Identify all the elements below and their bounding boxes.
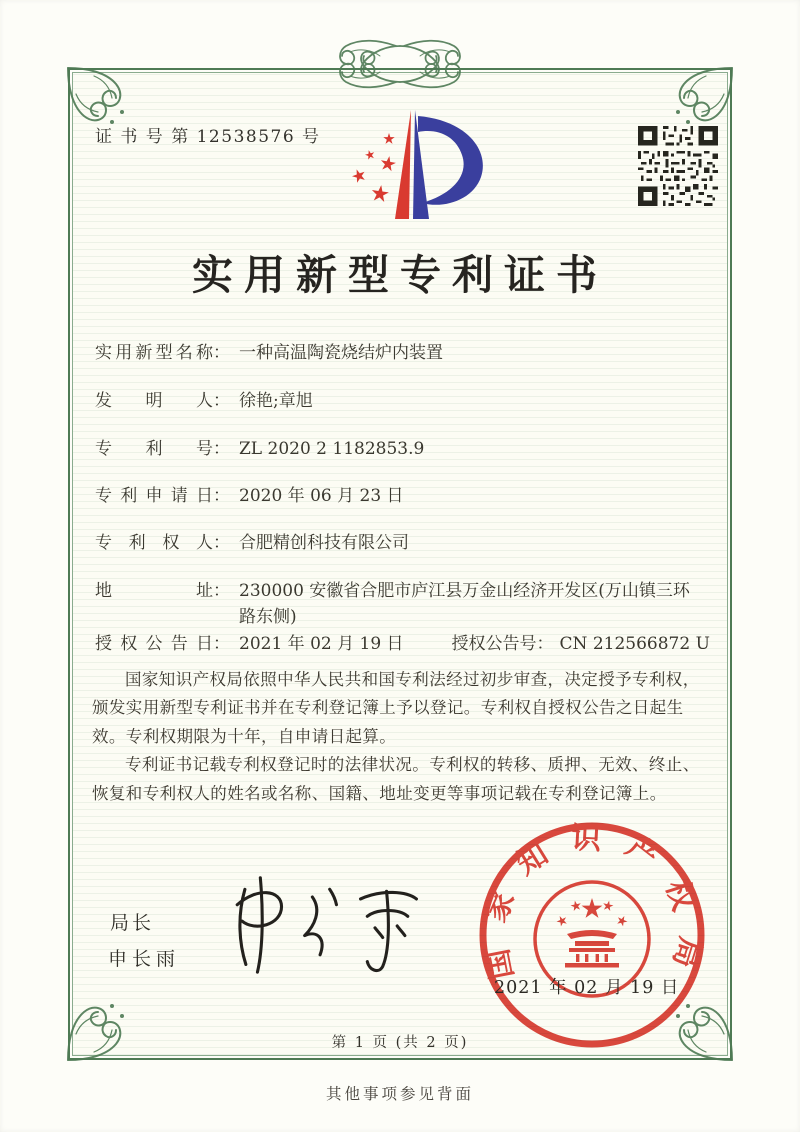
certificate-title: 实用新型专利证书	[192, 251, 608, 299]
issue-date: 2021 年 02 月 19 日	[494, 978, 680, 998]
page-indicator: 第 1 页 (共 2 页)	[331, 1035, 469, 1051]
field-value: 230000 安徽省合肥市庐江县万金山经济开发区(万山镇三环路东侧)	[239, 581, 690, 628]
field-value: 徐艳;章旭	[239, 391, 313, 411]
field-label: 发明人	[95, 391, 213, 411]
director-title-label: 局长	[110, 912, 155, 934]
back-side-note: 其他事项参见背面	[325, 1085, 474, 1103]
field-value: 合肥精创科技有限公司	[239, 533, 409, 553]
legal-text	[92, 666, 712, 808]
grant-number: 授权公告号： CN 212566872 U	[451, 634, 710, 654]
grant-date: 授权公告日： 2021 年 02 月 19 日	[95, 634, 404, 654]
field-value: ZL 2020 2 1182853.9	[239, 439, 425, 459]
field-row-inventor: 发明人： 徐艳;章旭	[95, 388, 711, 414]
field-row-filing-date: 专利申请日： 2020 年 06 月 23 日	[95, 483, 711, 509]
field-label: 实用新型名称	[95, 343, 213, 363]
legal-paragraph: 专利证书记载专利权登记时的法律状况。专利权的转移、质押、无效、终止、恢复和专利权人的姓名或名称、国籍、地址变更等事项记载在专利登记簿上。	[92, 755, 700, 803]
cnipa-logo-icon	[332, 106, 492, 226]
field-value: 一种高温陶瓷烧结炉内装置	[239, 343, 443, 363]
field-label: 专利权人	[95, 533, 213, 553]
director-name: 申长雨	[108, 948, 181, 970]
field-row-grant	[95, 631, 711, 657]
field-label: 专利申请日	[95, 486, 213, 506]
director-signature	[216, 868, 428, 980]
certificate-number: 证 书 号 第 12538576 号	[95, 127, 321, 147]
field-row-name: 实用新型名称： 一种高温陶瓷烧结炉内装置	[95, 340, 711, 366]
qr-code	[636, 126, 720, 206]
cnipa-red-seal	[472, 815, 712, 1055]
field-row-patentee: 专利权人： 合肥精创科技有限公司	[95, 530, 711, 556]
field-label: 地址	[95, 581, 213, 601]
field-value: 2020 年 06 月 23 日	[239, 486, 404, 506]
seal-ring-text: 国家知识产权局	[476, 820, 708, 994]
field-row-patent-number: 专利号： ZL 2020 2 1182853.9	[95, 436, 711, 462]
field-row-address: 地址： 230000 安徽省合肥市庐江县万金山经济开发区(万山镇三环路东侧)	[95, 578, 711, 631]
legal-paragraph: 国家知识产权局依照中华人民共和国专利法经过初步审查，决定授予专利权，颁发实用新型专利证书并在专利登记簿上予以登记。专利权自授权公告之日起生效。专利权期限为十年，自申请日起算。	[92, 670, 700, 746]
field-label: 专利号	[95, 439, 213, 459]
